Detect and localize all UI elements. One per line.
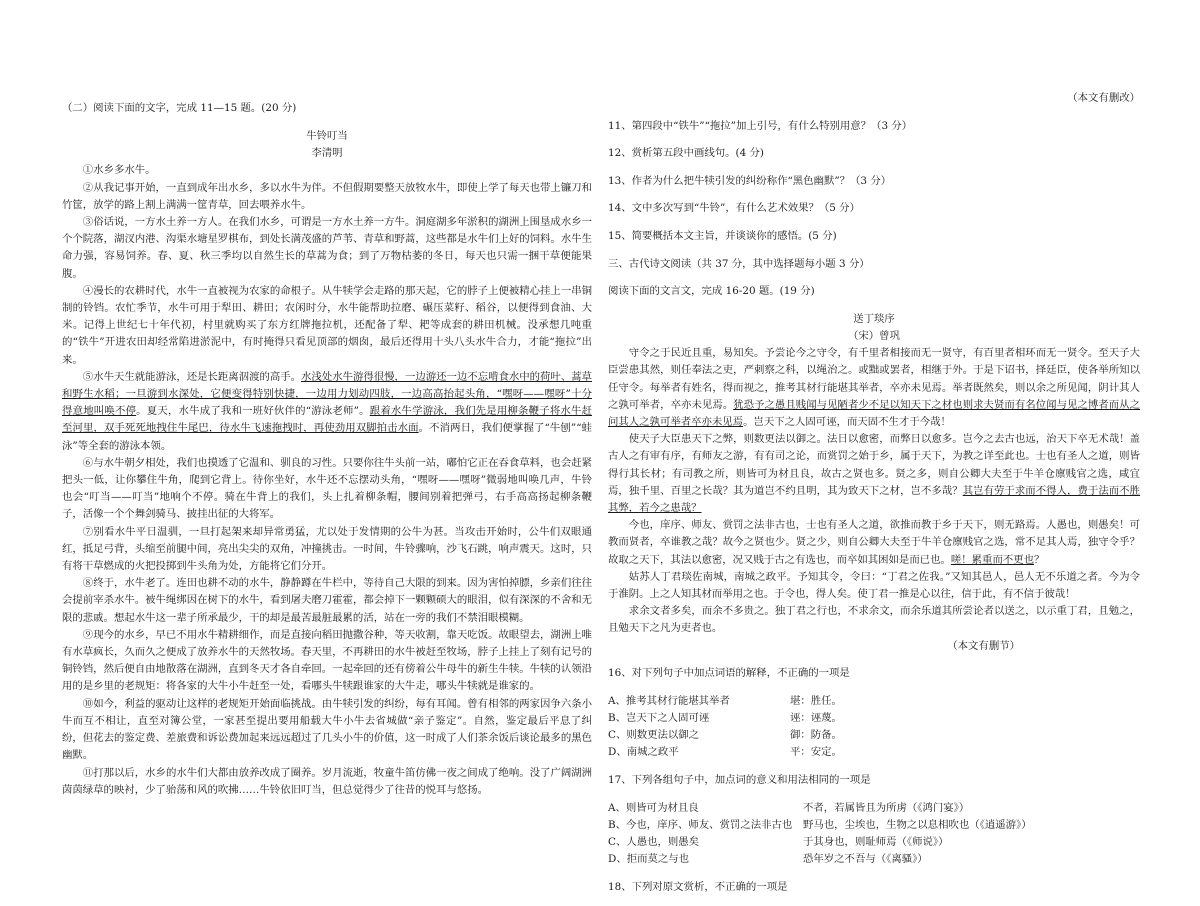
question-17-options [608,800,1140,869]
paragraph-11 [62,765,592,799]
section-3-header: 三、古代诗文阅读（共 37 分，其中选择题每小题 3 分） [608,257,870,270]
option-b: B、岂天下之人固可诬 [608,712,710,724]
classical-paragraph-3 [608,517,1140,569]
classical-text: 。岂天下之人固可诬，而天固不生才于今哉！ [743,415,951,428]
classical-text: 守令之于民近且重，易知矣。予尝论今之守令，有千里者相接而无一贤守，有百里者相环而无一贤令。至天子大臣尝患其然，则任奉法之吏，严刺察之科，以绳治之。或黜或罢者，相继于外。于是下诏书，择廷臣，使各举所知以任守令。每举者有姓名，得而视之，推考其材行能堪其举者，卒亦未见焉。举者既然矣，则以余之所见闻，阴计其人之孰可举者，卒亦未见焉。 [608,347,1140,411]
underlined-sentence-2: 跟着水牛学游泳，我们先是用柳条鞭子将水牛赶至河里，双手死死地拽住牛尾巴，待水牛飞速拖拽时，再使劲用双脚拍击水面 [62,405,593,435]
classical-paragraph-5: 求余文者多矣，而余不多贵之。独丁君之行也，不求余文，而余乐道其所尝论者以送之，以示重丁君，且勉之，且勉天下之凡为吏者也。 [608,605,1140,635]
paragraph-1: ①水乡多水牛。 [82,164,156,177]
source-note: （本文有删改） [1067,92,1140,104]
paragraph-9: ⑨现今的水乡，早已不用水牛精耕细作，而是直接向稻田抛撒谷种，等天收割，靠天吃饭。故眼望去，湖洲上唯有水草疯长，久而久之便成了放养水牛的天然牧场。春天里，不再耕田的水牛被赶至牧场，脖子上挂上了刻有记号的铜铃铛，然后便自由地散落在湖洲，直到冬天才各自牵回。一起牵回的还有傍着公牛母牛的新生牛犊。牛犊的认领沿用的是乡里的老规矩：将各家的大牛小牛赶至一处，看哪头牛犊跟谁家的大牛走，哪头牛犊就是谁家的。 [62,628,592,693]
question-17: 17、下列各组句子中，加点词的意义和用法相同的一项是 [608,774,871,786]
option-d-compare: 恐年岁之不吾与（《离骚》） [803,853,928,866]
paragraph-4: ④漫长的农耕时代，水牛一直被视为农家的命根子。从牛犊学会走路的那天起，它的脖子上便被精心挂上一串铜制的铃铛。农忙季节，水牛可用于犁田、耕田；农闲时分，水牛能帮助拉磨、碾压菜籽、稻谷，以便得到食油、大米。记得上世纪七十年代初，村里就购买了东方红牌拖拉机，还配备了犁、耙等成套的耕田机械。没承想几吨重的“铁牛”开进农田却经常陷进淤泥中，有时掩得只看见顶部的烟囱，最后还得用十头八头水牛合力，才能“拖拉”出来。 [62,284,592,366]
underlined-sentence: 犹恐予之愚且贱闻与见陋者少不足以知天下之材也则求夫贤而有名位闻与见之博者而从之问其人之孰可举者卒亦未见焉 [608,398,1140,428]
underlined-sentence: 嗟！累重而不更也 [950,553,1035,566]
left-column [62,90,592,799]
classical-paragraph-2 [608,431,1140,517]
option-c-compare: 于其身也，则耻师焉（《师说》） [803,836,949,848]
option-d-gloss: 平：安定。 [790,746,842,759]
paragraph-10: ⑩如今，利益的驱动让这样的老规矩开始面临挑战。由牛犊引发的纠纷，每有耳闻。曾有相邻的两家因争六条小牛而互不相让，直至对簿公堂，一家甚至提出要用船载大牛小牛去省城做“亲子鉴定”。自然，鉴定最后平息了纠纷，但花去的鉴定费、差旅费和诉讼费加起来远远超过了几头小牛的价值，这一时成了人们茶余饭后谈论最多的黑色幽默。 [62,697,592,762]
question-12: 12、赏析第五段中画线句。(4 分) [608,147,764,160]
paragraph-7: ⑦别看水牛平日温驯，一旦打起架来却异常勇猛，尤以处于发情期的公牛为甚。当攻击开始时，公牛们双眼通红，抵足弓背，头缩至前腿中间，亮出尖尖的双角，冲撞挑击。一时间，牛铃骤响，沙飞石跳，响声震天。这时，只有将干草燃成的火把投掷到牛头角为处，方能将它们分开。 [62,525,592,573]
option-a-gloss: 堪：胜任。 [790,694,842,707]
classical-text: 今也，庠序、师友、赏罚之法非古也，士也有圣人之道，欲推而教于乡于天下，则无路焉。人愚也，则愚矣！可教而贤者，卒谁教之哉？故今之贤也少。贤之少，则自公卿大夫至于牛羊仓廪贱官之选，常不足其人焉，独守令乎？故取之天下，其法以愈密，况又贱于古之有选也，而卒如其困如是而已也。 [608,519,1140,566]
paragraph-5-text: 。不消两日，我们便掌握了“牛刨”“蛙泳”等全套的游泳本领。 [62,422,592,452]
option-a: A、推考其材行能堪其举者 [608,694,730,707]
paragraph-number: ⑪ [82,766,94,779]
option-b-compare: 野马也，尘埃也，生物之以息相吹也（《逍遥游》） [803,818,1032,831]
underlined-sentence: 其岂有劳于求而不得人，费于法而不胜其弊，若今之患哉？ [608,484,1141,514]
question-18: 18、下列对原文赏析，不正确的一项是 [608,880,788,893]
option-d: D、拒而莫之与也 [608,853,690,866]
paragraph-2: ②从我记事开始，一直到成年出水乡，多以水牛为伴。不但假期要整天放牧水牛，即使上学了每天也带上镰刀和竹筐，放学的路上割上满满一筐青草，回去喂养水牛。 [62,181,592,211]
classical-title: 送丁琰序 [853,312,895,325]
paragraph-11-text: 打那以后，水乡的水牛们大都由放养改成了圈养。岁月流逝，牧童牛笛仿佛一夜之间成了绝响。没了广阔湖洲茵茵绿草的映衬，少了骀荡和风的吹拂……牛铃依旧叮当，但总觉得少了往昔的悦耳与悠扬。 [62,766,593,796]
option-c-gloss: 御：防备。 [790,729,842,742]
essay-author: 李清明 [311,147,343,160]
option-a-compare: 不者，若属皆且为所虏（《鸿门宴》） [803,801,970,814]
paragraph-5 [62,369,592,455]
paragraph-3: ③俗话说，一方水土养一方人。在我们水乡，可谓是一方水土养一方牛。洞庭湖多年淤积的湖洲上围垦成水乡一个个院落，湖汊内港、沟渠水塘星罗棋布，到处长满茂盛的芦苇、青草和野蒿，这些都是水牛们上好的饲料。水牛生命力强，容易饲养。春、夏、秋三季均以自然生长的草蒿为食；到了万物枯萎的冬日，每天也只需一捆干草便能果腹。 [62,216,592,280]
section-3-intro: 阅读下面的文言文，完成 16-20 题。(19 分) [608,285,815,298]
classical-paragraph-1 [608,345,1140,431]
question-11: 11、第四段中“铁牛”“拖拉”加上引号，有什么特别用意？（3 分） [608,119,913,132]
option-b: B、今也，庠序、师友、赏罚之法非古也 [608,818,793,831]
option-c: C、则数更法以御之 [608,729,700,742]
question-16: 16、对下列句子中加点词语的解释，不正确的一项是 [608,667,850,680]
paragraph-6: ⑥与水牛朝夕相处，我们也摸透了它温和、驯良的习性。只要你往牛头前一站，嘟怕它正在吞食草料，也会赶紧把头一低，让你攀住牛角，爬到它背上。待你坐好，水牛还不忘摆动头角，“嘿呀——嘿呀”微弱地叫唤几声，牛铃也会“叮当——叮当”地响个不停。骑在牛背上的我们，头上扎着柳条帽，腰间别着把弹弓，右手高高扬起柳条鞭子，活像一个个舞剑骑马、披挂出征的大将军。 [62,456,592,521]
source-note-2: （本文有删节） [947,639,1020,652]
essay-title: 牛铃叮当 [306,129,348,142]
question-14: 14、文中多次写到“牛铃”，有什么艺术效果？（5 分） [608,202,860,215]
classical-paragraph-4: 姑苏人丁君琰佐南城，南城之政平。予知其令，令曰：“丁君之佐我。”又知其邑人，邑人无不乐道之者。今为令于淮阴。上之人知其材而举用之也。于令也，得人矣。使丁君一推是心以往，信于此，有不信于彼哉！ [608,570,1140,600]
section-header: （二）阅读下面的文字，完成 11—15 题。(20 分) [62,102,297,115]
right-column [608,90,1140,906]
question-16-options [608,693,1140,762]
option-d: D、南城之政平 [608,746,679,759]
classical-author: （宋）曾巩 [848,329,900,342]
paragraph-8: ⑧终于，水牛老了。连田也耕不动的水牛，静静蹲在牛栏中，等待自己大限的到来。因为害怕掉膘，乡亲们往往会提前宰杀水牛。被牛绳绑因在树下的水牛，看到屠夫磨刀霍霍，都会掉下一颗颗硕大的眼泪，似有深深的不舍和无限的悲戚。想起水牛这一辈子所承最少，干的却是最苦最脏最累的活，站在一旁的我们不禁泪眼模糊。 [62,577,592,624]
option-b-gloss: 诬：诬蔑。 [790,712,842,724]
underlined-sentence-1: 水浅处水牛游得很慢，一边游还一边不忘啃食水中的荷叶、蒿草和野生水稻；一旦游到水深处，它便变得特别快捷，一边用力划动四肢，一边高高抬起头角，“嘿呀——嘿呀”十分得意地叫唤不停 [62,370,593,418]
option-a: A、则皆可为材且良 [608,801,699,814]
question-13: 13、作者为什么把牛犊引发的纠纷称作“黑色幽默”？（3 分） [608,174,892,187]
paragraph-5-text: ⑤水牛天生就能游泳，还是长距离泅渡的高手。 [82,370,302,383]
paragraph-5-text: 。夏天，水牛成了我和一班好伙伴的“游泳老师”。 [136,405,370,418]
question-15: 15、简要概括本文主旨，并谈谈你的感悟。(5 分) [608,229,837,242]
option-c: C、人愚也，则愚矣 [608,836,700,848]
classical-text: ？ [1034,553,1045,566]
classical-text: 使天子大臣患天下之弊，则数更法以御之。法日以愈密，而弊日以愈多。岂今之去古也远，治天下卒无术哉！盖古人之有审有序，有师友之游，有有司之论，而赏罚之始于乡，属于天下，为教之详至此也。士也有圣人之道，则皆得行其长材；有司教之所，则皆可为材且良，故古之贤也多。贤之多，则自公卿大夫至于牛羊仓廪贱官之选，咸宜焉，独千里、百里之长哉？其为道岂不约且明，其为致天下之材，岂不多哉？ [608,433,1140,497]
